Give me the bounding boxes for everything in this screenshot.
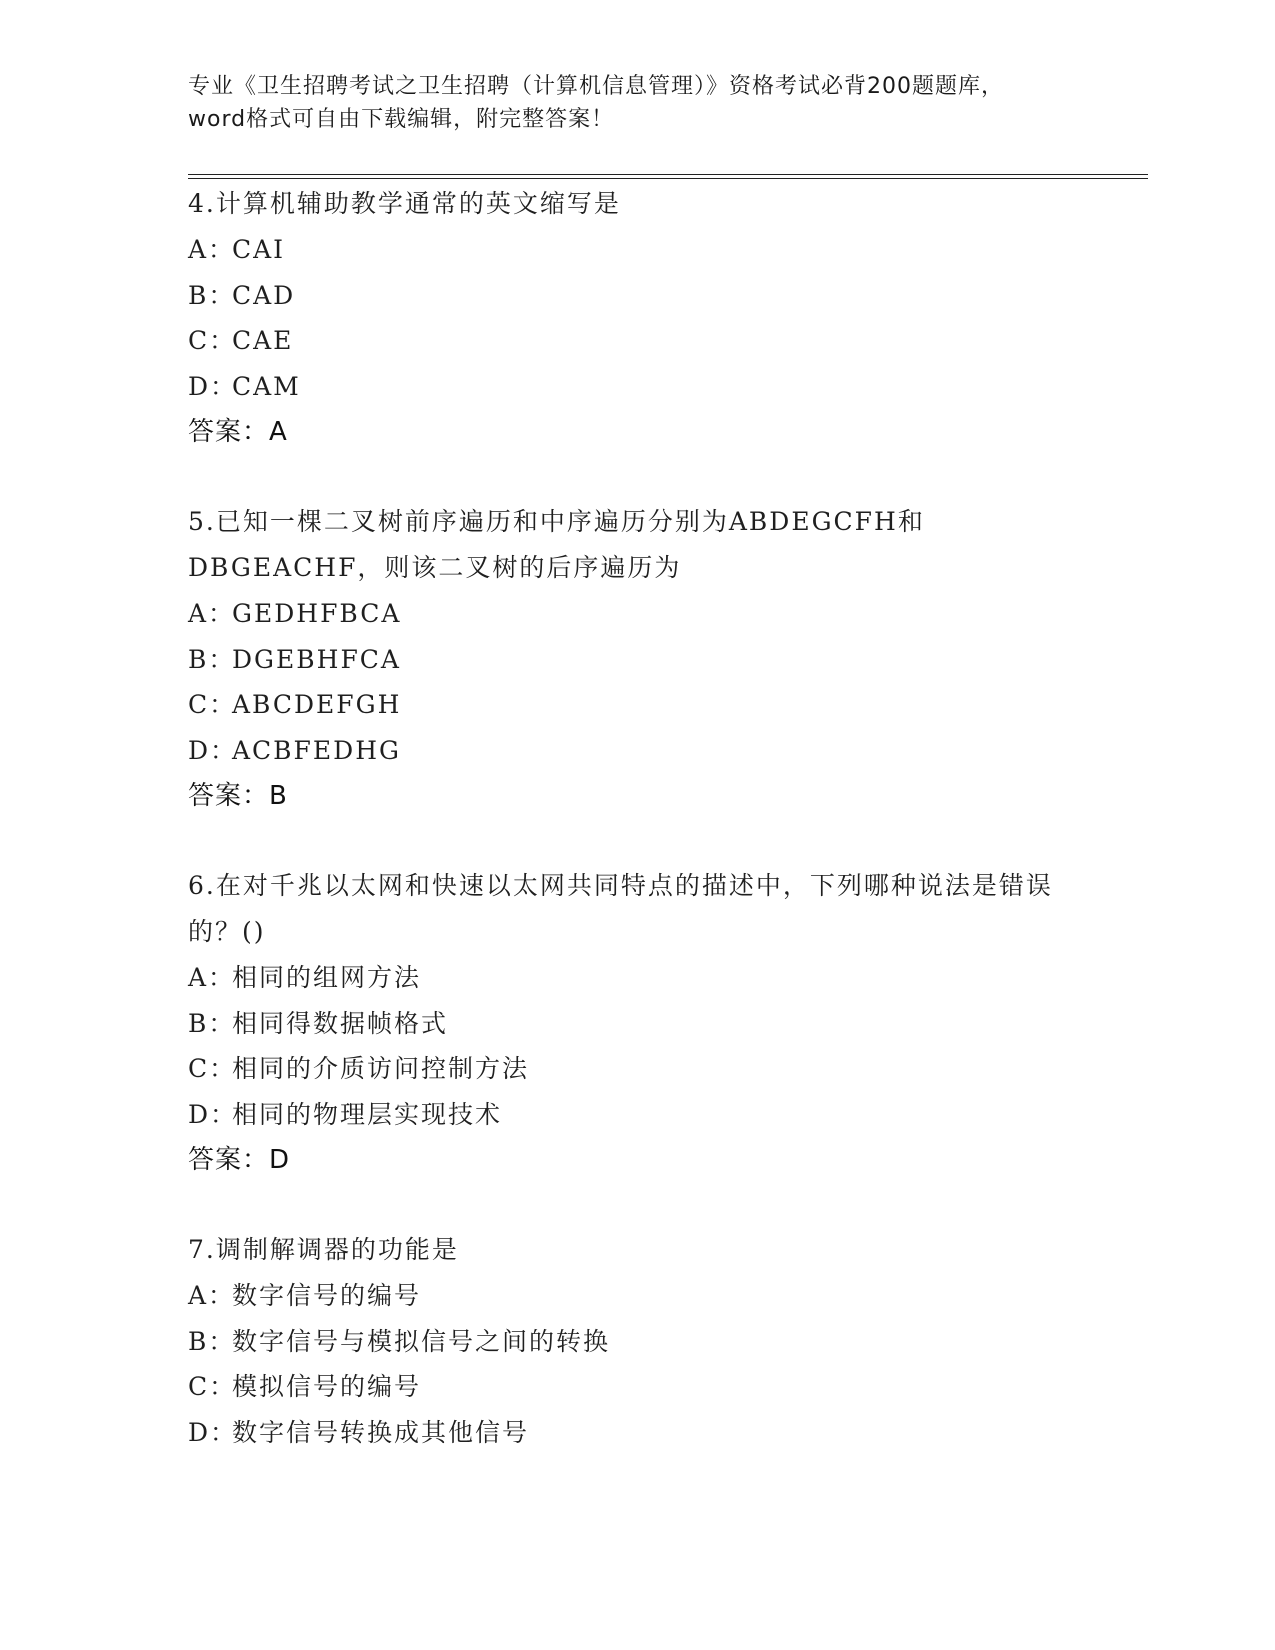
option-text: CAI bbox=[232, 235, 286, 264]
spacer bbox=[188, 455, 1148, 499]
option-d bbox=[188, 364, 1148, 410]
option-letter: A： bbox=[188, 1281, 236, 1310]
option-letter: A： bbox=[188, 963, 236, 992]
option-a bbox=[188, 955, 1148, 1001]
answer-line: 答案：B bbox=[188, 781, 288, 811]
option-letter: C： bbox=[188, 690, 237, 719]
option-letter: C： bbox=[188, 326, 237, 355]
option-text: 数字信号的编号 bbox=[232, 1281, 422, 1310]
option-text: ABCDEFGH bbox=[232, 690, 402, 719]
option-a bbox=[188, 1273, 1148, 1319]
option-letter: D： bbox=[188, 1417, 238, 1447]
option-c bbox=[188, 1046, 1148, 1092]
option-text: CAM bbox=[232, 371, 301, 401]
option-text: 数字信号转换成其他信号 bbox=[232, 1417, 530, 1447]
option-text: 相同的物理层实现技术 bbox=[232, 1099, 503, 1129]
option-d bbox=[188, 1410, 1148, 1456]
question-4 bbox=[188, 181, 1148, 455]
option-a bbox=[188, 227, 1148, 273]
option-text: 相同的组网方法 bbox=[232, 963, 422, 992]
option-letter: D： bbox=[188, 1099, 238, 1129]
option-letter: B： bbox=[188, 1008, 236, 1038]
option-text: ACBFEDHG bbox=[232, 735, 401, 765]
option-text: CAD bbox=[232, 280, 296, 310]
option-letter: B： bbox=[188, 644, 236, 674]
question-6 bbox=[188, 863, 1148, 1183]
answer-line: 答案：A bbox=[188, 417, 288, 447]
spacer bbox=[188, 819, 1148, 863]
answer-line: 答案：D bbox=[188, 1145, 291, 1175]
option-a bbox=[188, 591, 1148, 637]
question-stem: 6.在对千兆以太网和快速以太网共同特点的描述中，下列哪种说法是错误的？() bbox=[188, 871, 1053, 946]
option-letter: B： bbox=[188, 1326, 236, 1356]
document-header bbox=[188, 70, 1148, 136]
option-letter: A： bbox=[188, 235, 236, 264]
document-page bbox=[188, 70, 1148, 1455]
option-d bbox=[188, 728, 1148, 774]
option-letter: A： bbox=[188, 599, 236, 628]
option-letter: B： bbox=[188, 280, 236, 310]
question-stem: 4.计算机辅助教学通常的英文缩写是 bbox=[188, 189, 621, 218]
option-text: CAE bbox=[232, 326, 294, 355]
option-b bbox=[188, 1319, 1148, 1365]
double-divider bbox=[188, 174, 1148, 175]
option-c bbox=[188, 682, 1148, 728]
spacer bbox=[188, 1183, 1148, 1227]
header-line-2: word格式可自由下载编辑，附完整答案！ bbox=[188, 107, 615, 132]
option-b bbox=[188, 637, 1148, 683]
header-line-1: 专业《卫生招聘考试之卫生招聘（计算机信息管理）》资格考试必背200题题库， bbox=[188, 74, 1004, 99]
option-c bbox=[188, 318, 1148, 364]
question-list bbox=[188, 181, 1148, 1455]
option-letter: D： bbox=[188, 735, 238, 765]
option-text: GEDHFBCA bbox=[232, 599, 402, 628]
option-text: 数字信号与模拟信号之间的转换 bbox=[232, 1326, 611, 1356]
option-text: 相同得数据帧格式 bbox=[232, 1008, 449, 1038]
question-5 bbox=[188, 499, 1148, 819]
option-letter: C： bbox=[188, 1054, 237, 1083]
option-c bbox=[188, 1364, 1148, 1410]
option-letter: D： bbox=[188, 371, 238, 401]
option-text: DGEBHFCA bbox=[232, 644, 401, 674]
question-stem: 7.调制解调器的功能是 bbox=[188, 1235, 459, 1264]
question-stem: 5.已知一棵二叉树前序遍历和中序遍历分别为ABDEGCFH和DBGEACHF，则该二叉树的后序遍历为 bbox=[188, 507, 925, 582]
question-7 bbox=[188, 1227, 1148, 1455]
option-b bbox=[188, 273, 1148, 319]
option-text: 模拟信号的编号 bbox=[232, 1372, 422, 1401]
option-d bbox=[188, 1092, 1148, 1138]
option-letter: C： bbox=[188, 1372, 237, 1401]
option-b bbox=[188, 1001, 1148, 1047]
option-text: 相同的介质访问控制方法 bbox=[232, 1054, 530, 1083]
